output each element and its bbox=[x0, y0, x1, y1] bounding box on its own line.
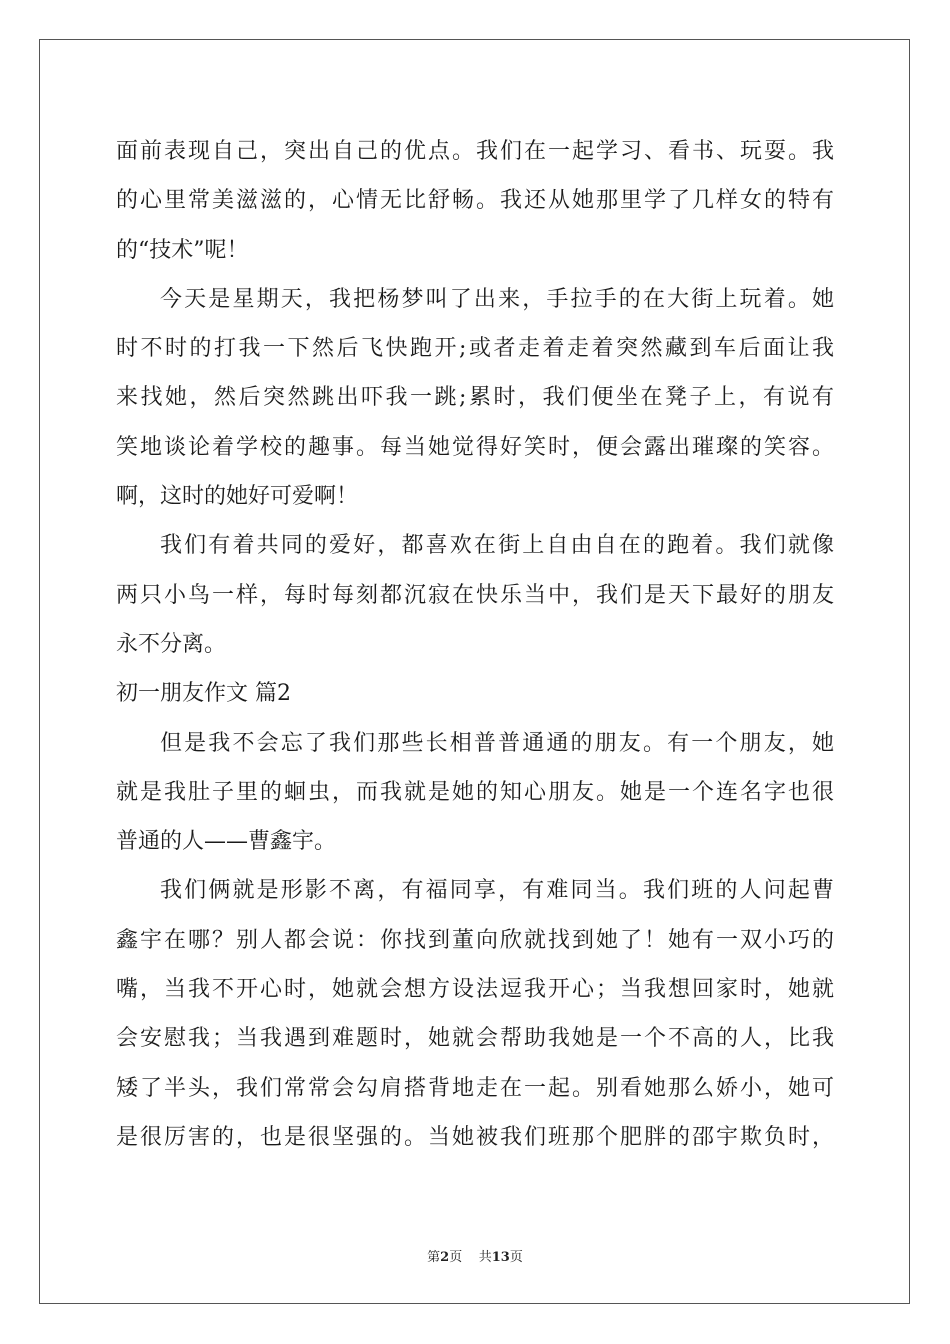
text-line: 今天是星期天，我把杨梦叫了出来，手拉手的在大街上玩着。她 bbox=[160, 286, 834, 312]
text-line: 永不分离。 bbox=[116, 631, 227, 657]
page-footer bbox=[0, 1246, 950, 1265]
document-body bbox=[116, 127, 834, 1162]
text-line: 面前表现自己，突出自己的优点。我们在一起学习、看书、玩耍。我 bbox=[116, 139, 834, 164]
text-line: 是很厉害的，也是很坚强的。当她被我们班那个肥胖的邵宇欺负时， bbox=[116, 1124, 834, 1150]
text-line: 的心里常美滋滋的，心情无比舒畅。我还从她那里学了几样女的特有 bbox=[116, 188, 834, 214]
text-line: 我们俩就是形影不离，有福同享，有难同当。我们班的人问起曹 bbox=[160, 878, 834, 904]
page-suffix: 页 bbox=[449, 1250, 463, 1265]
section-heading: 初一朋友作文 篇2 bbox=[116, 681, 291, 707]
page-prefix: 第 bbox=[427, 1250, 441, 1265]
text-line: 时不时的打我一下然后飞快跑开;或者走着走着突然藏到车后面让我 bbox=[116, 336, 834, 362]
text-line: 就是我肚子里的蛔虫，而我就是她的知心朋友。她是一个连名字也很 bbox=[116, 779, 834, 805]
text-line: 嘴，当我不开心时，她就会想方设法逗我开心；当我想回家时，她就 bbox=[116, 977, 834, 1003]
text-line: 啊，这时的她好可爱啊！ bbox=[116, 484, 359, 510]
page-number: 2 bbox=[440, 1250, 450, 1265]
text-line: 我们有着共同的爱好，都喜欢在街上自由自在的跑着。我们就像 bbox=[160, 533, 834, 559]
text-line: 的“技术”呢！ bbox=[116, 237, 249, 263]
text-line: 鑫宇在哪？别人都会说：你找到董向欣就找到她了！她有一双小巧的 bbox=[116, 927, 834, 953]
text-line: 两只小鸟一样，每时每刻都沉寂在快乐当中，我们是天下最好的朋友 bbox=[116, 582, 834, 608]
total-pages: 13 bbox=[491, 1250, 510, 1265]
text-line: 笑地谈论着学校的趣事。每当她觉得好笑时，便会露出璀璨的笑容。 bbox=[116, 434, 834, 460]
total-suffix: 页 bbox=[509, 1250, 523, 1265]
text-line: 矮了半头，我们常常会勾肩搭背地走在一起。别看她那么娇小，她可 bbox=[116, 1075, 834, 1101]
text-line: 普通的人——曹鑫宇。 bbox=[116, 829, 337, 855]
text-line: 来找她，然后突然跳出吓我一跳;累时，我们便坐在凳子上，有说有 bbox=[116, 385, 834, 411]
text-line: 会安慰我；当我遇到难题时，她就会帮助我她是一个不高的人，比我 bbox=[116, 1026, 834, 1052]
total-prefix: 共 bbox=[478, 1250, 492, 1265]
text-line: 但是我不会忘了我们那些长相普普通通的朋友。有一个朋友，她 bbox=[160, 730, 834, 756]
